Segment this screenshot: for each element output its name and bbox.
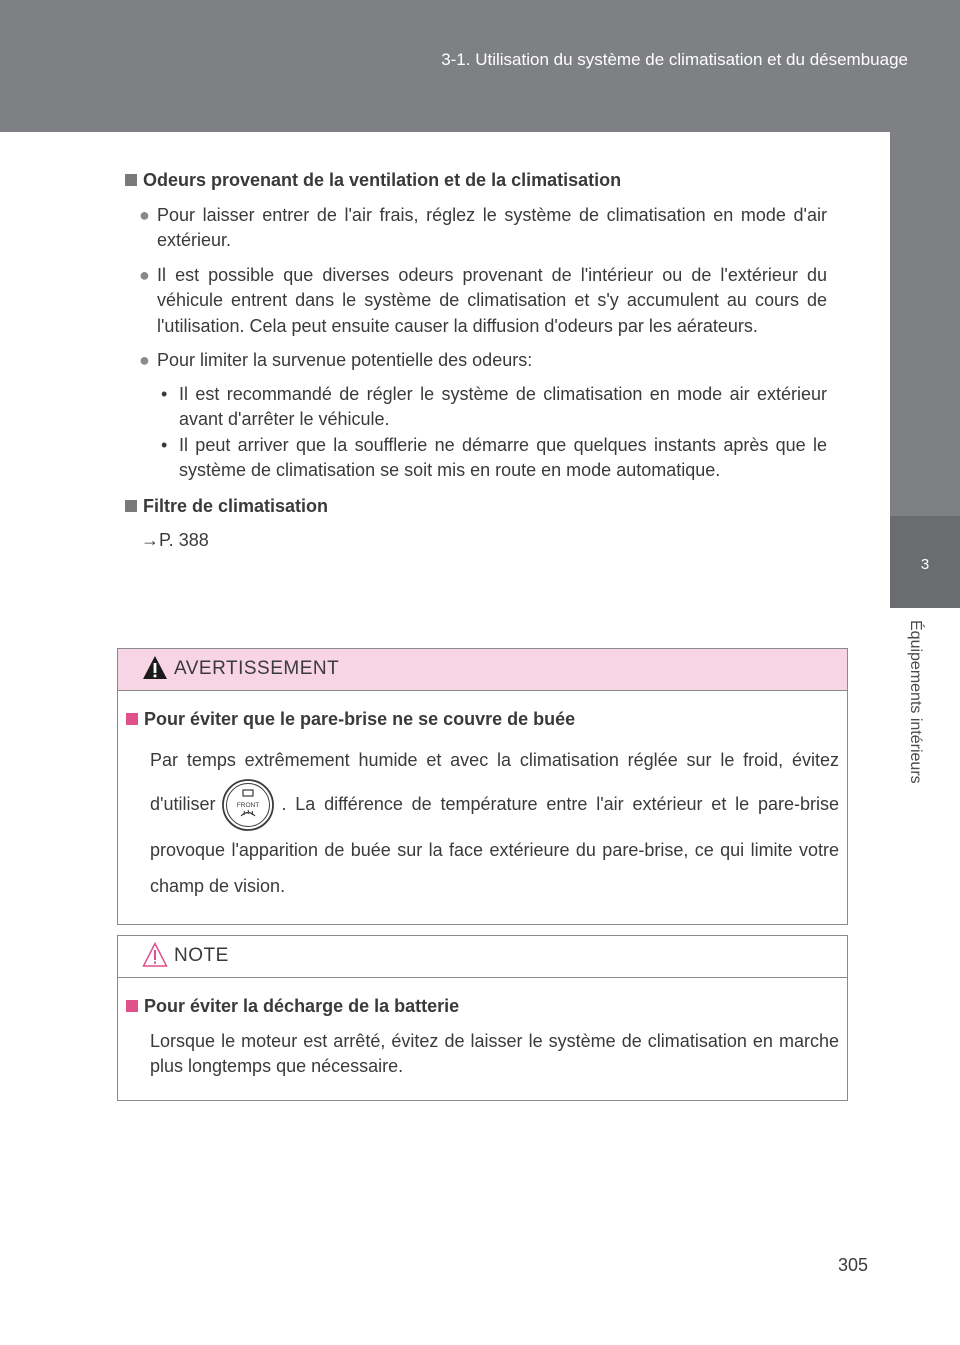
section-heading-odeurs: Odeurs provenant de la ventilation et de la climatisation bbox=[125, 168, 827, 194]
chapter-title: 3-1. Utilisation du système de climatisation et du désembuage bbox=[441, 50, 908, 69]
square-bullet-icon bbox=[125, 500, 137, 512]
warning-body bbox=[118, 691, 847, 924]
page-number: 305 bbox=[838, 1255, 869, 1275]
list-item: ● Pour limiter la survenue potentielle des odeurs: bbox=[125, 348, 827, 374]
side-tab-label: Équipements intérieurs bbox=[907, 620, 924, 784]
round-bullet-icon: ● bbox=[139, 204, 150, 225]
front-button-label: FRONT bbox=[237, 801, 260, 809]
warning-box bbox=[117, 648, 848, 925]
round-bullet-icon: ● bbox=[139, 350, 150, 370]
sub-list-item: • Il est recommandé de régler le système de climatisation en mode air extérieur avant d'arrêter le véhicule. bbox=[125, 382, 827, 433]
pink-square-bullet-icon bbox=[126, 1000, 138, 1012]
warning-paragraph: Par temps extrêmement humide et avec la climatisation réglée sur le froid, évitez d'utiliser FRONT . La différence de température entre l'air extérieur et le pare-brise provoque l'apparition de buée sur la face extérieure du pare-brise, ce qui limite votre champ de vision. bbox=[150, 749, 839, 896]
warning-triangle-icon bbox=[142, 655, 168, 681]
list-item: ● Pour laisser entrer de l'air frais, réglez le système de climatisation en mode d'air extérieur. bbox=[125, 203, 827, 254]
note-header bbox=[118, 936, 847, 978]
main-content bbox=[125, 168, 827, 554]
warning-subheading: Pour éviter que le pare-brise ne se couvre de buée bbox=[126, 707, 839, 733]
note-subheading: Pour éviter la décharge de la batterie bbox=[126, 994, 839, 1020]
note-body bbox=[118, 978, 847, 1100]
pink-square-bullet-icon bbox=[126, 713, 138, 725]
page-reference-link[interactable]: →P. 388 bbox=[141, 530, 209, 550]
square-bullet-icon bbox=[125, 174, 137, 186]
sub-list-item: • Il peut arriver que la soufflerie ne démarre que quelques instants après que le système de climatisation se soit mis en route en mode automatique. bbox=[125, 433, 827, 484]
side-tab-upper bbox=[890, 132, 960, 516]
warning-header bbox=[118, 649, 847, 691]
warning-title: AVERTISSEMENT bbox=[174, 658, 340, 679]
list-item: ● Il est possible que diverses odeurs provenant de l'intérieur ou de l'extérieur du véhicule entrent dans le système de climatisation et s'y accumulent au cours de l'utilisation. Cela peut ensuite causer la diffusion d'odeurs par les aérateurs. bbox=[125, 263, 827, 340]
round-bullet-icon: ● bbox=[139, 264, 150, 285]
side-tab-number: 3 bbox=[890, 516, 960, 608]
small-dot-icon: • bbox=[161, 434, 168, 455]
header-bar bbox=[0, 0, 960, 132]
caution-triangle-icon bbox=[142, 942, 168, 968]
note-title: NOTE bbox=[174, 945, 229, 966]
front-defogger-button-icon bbox=[221, 778, 275, 832]
note-box bbox=[117, 935, 848, 1101]
note-paragraph: Lorsque le moteur est arrêté, évitez de laisser le système de climatisation en marche plus longtemps que nécessaire. bbox=[150, 1030, 839, 1076]
section-heading-filtre: Filtre de climatisation bbox=[125, 494, 827, 520]
small-dot-icon: • bbox=[161, 383, 168, 404]
